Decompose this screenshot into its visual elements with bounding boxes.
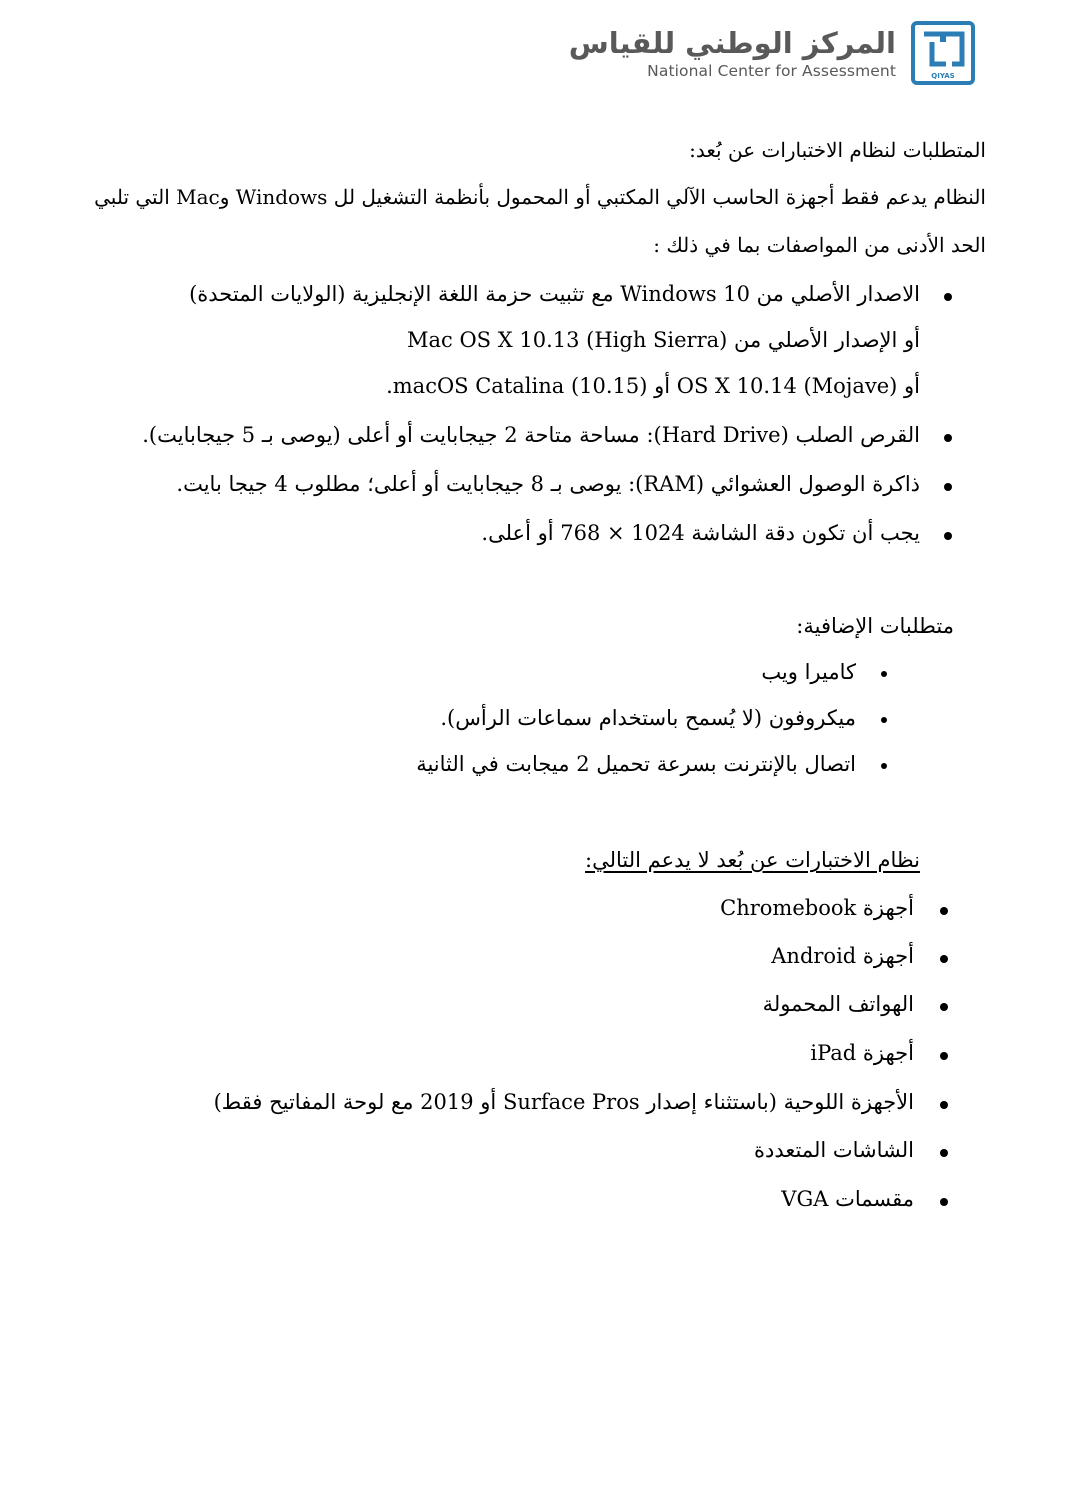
intro-line-2: الحد الأدنى من المواصفات بما في ذلك : bbox=[653, 233, 986, 257]
requirement-ram-text: ذاكرة الوصول العشوائي (RAM): يوصى بـ 8 جيجابايت أو أعلى؛ مطلوب 4 جيجا بايت. bbox=[176, 472, 920, 496]
unsupported-item-mobile-phones bbox=[763, 992, 914, 1017]
unsupported-item-text: الهواتف المحمولة bbox=[762, 992, 914, 1016]
extra-item-internet bbox=[416, 752, 856, 777]
requirement-os-line-1 bbox=[189, 282, 920, 307]
requirement-os-line-3: أو OS X 10.14 (Mojave) أو macOS Catalina (10.15). bbox=[386, 374, 920, 398]
qiyas-logo-icon bbox=[910, 20, 976, 86]
bullet-icon bbox=[940, 907, 948, 915]
bullet-icon bbox=[881, 763, 887, 769]
unsupported-item-tablets bbox=[214, 1090, 914, 1115]
requirement-ram bbox=[176, 472, 920, 497]
logo-arabic-name: المركز الوطني للقياس bbox=[568, 25, 896, 60]
bullet-icon bbox=[940, 1052, 948, 1060]
qiyas-logo-label: QIYAS bbox=[931, 72, 955, 80]
header bbox=[569, 20, 976, 86]
unsupported-item-text: الأجهزة اللوحية (باستثناء إصدار Surface Pros أو 2019 مع لوحة المفاتيح فقط) bbox=[213, 1090, 914, 1114]
bullet-icon bbox=[940, 1101, 948, 1109]
intro-line-1: النظام يدعم فقط أجهزة الحاسب الآلي المكتبي أو المحمول بأنظمة التشغيل لل Windows وMac التي تلبي bbox=[94, 185, 986, 209]
requirement-os-line-2: أو الإصدار الأصلي من Mac OS X 10.13 (High Sierra) bbox=[407, 328, 920, 352]
bullet-icon bbox=[940, 955, 948, 963]
requirement-hard-drive bbox=[142, 423, 920, 448]
unsupported-item-text: الشاشات المتعددة bbox=[753, 1138, 914, 1162]
bullet-icon bbox=[881, 671, 887, 677]
unsupported-item-chromebook bbox=[720, 896, 914, 921]
bullet-icon bbox=[940, 1003, 948, 1011]
requirement-resolution bbox=[481, 521, 920, 546]
extra-item-text: كاميرا ويب bbox=[761, 660, 856, 684]
extra-item-text: اتصال بالإنترنت بسرعة تحميل 2 ميجابت في الثانية bbox=[416, 752, 856, 776]
intro-title: المتطلبات لنظام الاختبارات عن بُعد: bbox=[689, 138, 986, 162]
extra-item-microphone bbox=[440, 706, 856, 731]
unsupported-title: نظام الاختبارات عن بُعد لا يدعم التالي: bbox=[585, 848, 920, 872]
bullet-icon bbox=[944, 434, 952, 442]
unsupported-item-vga-splitters bbox=[781, 1187, 914, 1212]
bullet-icon bbox=[881, 717, 887, 723]
extra-item-text: ميكروفون (لا يُسمح باستخدام سماعات الرأس). bbox=[440, 706, 856, 730]
bullet-icon bbox=[944, 293, 952, 301]
unsupported-item-multiple-monitors bbox=[754, 1138, 914, 1163]
unsupported-item-text: مقسمات VGA bbox=[781, 1187, 914, 1211]
unsupported-item-text: أجهزة iPad bbox=[810, 1041, 914, 1065]
bullet-icon bbox=[940, 1149, 948, 1157]
bullet-icon bbox=[944, 483, 952, 491]
requirement-os-text: الاصدار الأصلي من Windows 10 مع تثبيت حزمة اللغة الإنجليزية (الولايات المتحدة) bbox=[189, 282, 920, 306]
extra-requirements-title: متطلبات الإضافية: bbox=[796, 614, 954, 638]
bullet-icon bbox=[944, 532, 952, 540]
unsupported-item-android bbox=[771, 944, 914, 969]
requirement-hard-drive-text: القرص الصلب (Hard Drive): مساحة متاحة 2 جيجابايت أو أعلى (يوصى بـ 5 جيجابايت). bbox=[142, 423, 920, 447]
extra-item-webcam bbox=[761, 660, 856, 685]
logo-english-name: National Center for Assessment bbox=[647, 62, 896, 81]
logo-text bbox=[569, 26, 896, 81]
unsupported-item-text: أجهزة Chromebook bbox=[720, 896, 914, 920]
unsupported-item-ipad bbox=[810, 1041, 914, 1066]
requirement-resolution-text: يجب أن تكون دقة الشاشة 1024 × 768 أو أعلى. bbox=[481, 521, 920, 545]
bullet-icon bbox=[940, 1198, 948, 1206]
unsupported-item-text: أجهزة Android bbox=[771, 944, 914, 968]
